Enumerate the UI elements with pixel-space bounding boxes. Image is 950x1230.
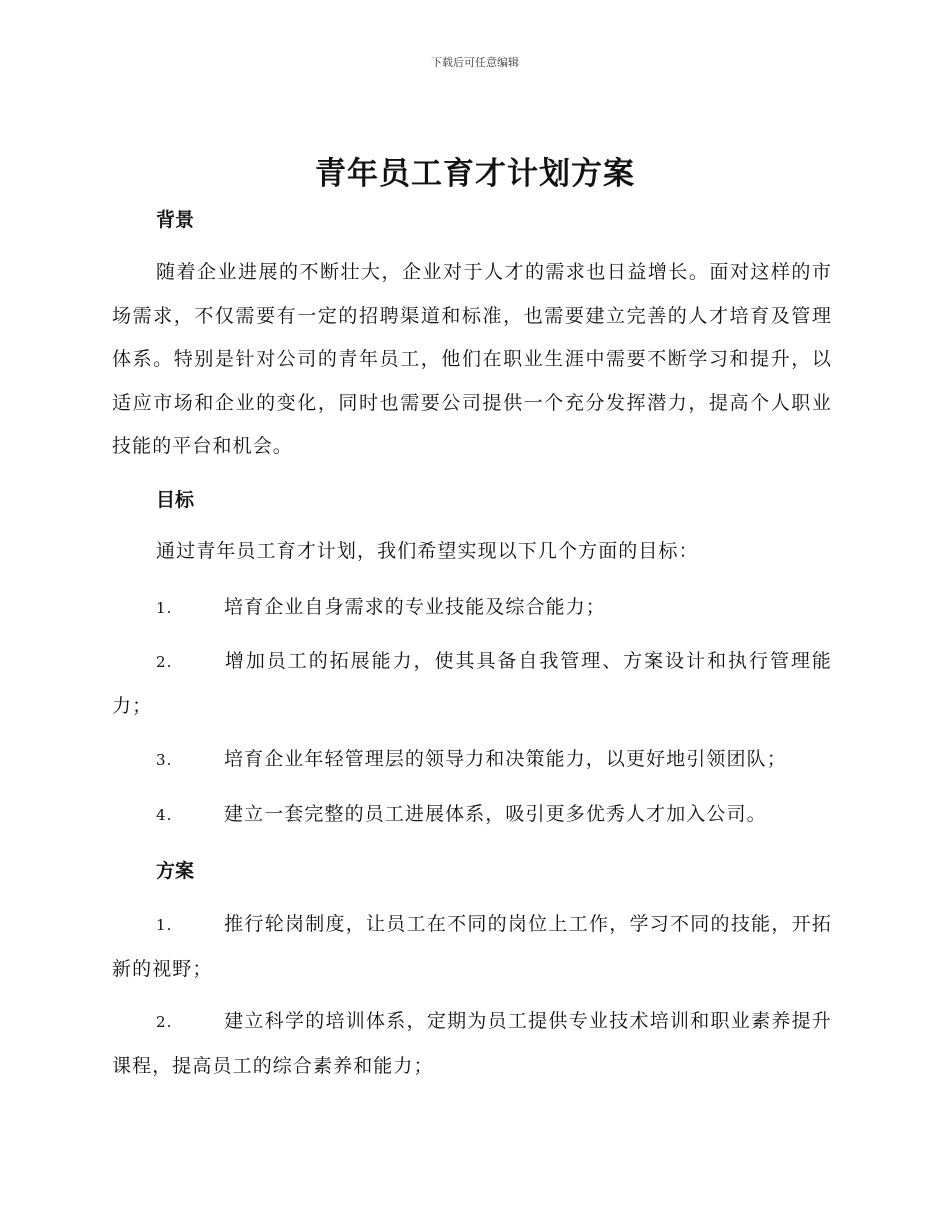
goal-item [112,640,832,728]
goal-item-text: 培育企业年轻管理层的领导力和决策能力，以更好地引领团队； [224,748,787,770]
goal-item-number: 1. [156,599,173,617]
goal-item-text: 增加员工的拓展能力，使其具备自我管理、方案设计和执行管理能力； [112,650,832,717]
background-paragraph: 随着企业进展的不断壮大，企业对于人才的需求也日益增长。面对这样的市场需求，不仅需要有一定的招聘渠道和标准，也需要建立完善的人才培育及管理体系。特别是针对公司的青年员工，他们在职业生涯中需要不断学习和提升，以适应市场和企业的变化，同时也需要公司提供一个充分发挥潜力，提高个人职业技能的平台和机会。 [112,261,832,457]
plan-item [112,1000,832,1088]
plan-item [112,903,832,991]
section-heading-goals: 目标 [156,489,195,511]
goal-item [112,738,832,783]
goal-item [112,586,832,631]
goal-item-number: 2. [156,653,173,671]
section-heading-plan: 方案 [156,860,195,882]
goal-item-number: 3. [156,751,173,769]
goal-item-text: 建立一套完整的员工进展体系，吸引更多优秀人才加入公司。 [224,803,767,825]
goal-item [112,793,832,838]
goal-item-number: 4. [156,806,173,824]
plan-item-number: 1. [156,916,173,934]
plan-item-text: 建立科学的培训体系，定期为员工提供专业技术培训和职业素养提升课程，提高员工的综合素养和能力； [112,1010,832,1077]
plan-item-number: 2. [156,1013,173,1031]
document-title: 青年员工育才计划方案 [315,156,635,192]
goals-intro: 通过青年员工育才计划，我们希望实现以下几个方面的目标： [156,540,699,562]
section-heading-background: 背景 [156,209,195,231]
plan-item-text: 推行轮岗制度，让员工在不同的岗位上工作，学习不同的技能，开拓新的视野； [112,913,832,980]
goal-item-text: 培育企业自身需求的专业技能及综合能力； [224,596,606,618]
header-note: 下载后可任意编辑 [431,56,519,69]
